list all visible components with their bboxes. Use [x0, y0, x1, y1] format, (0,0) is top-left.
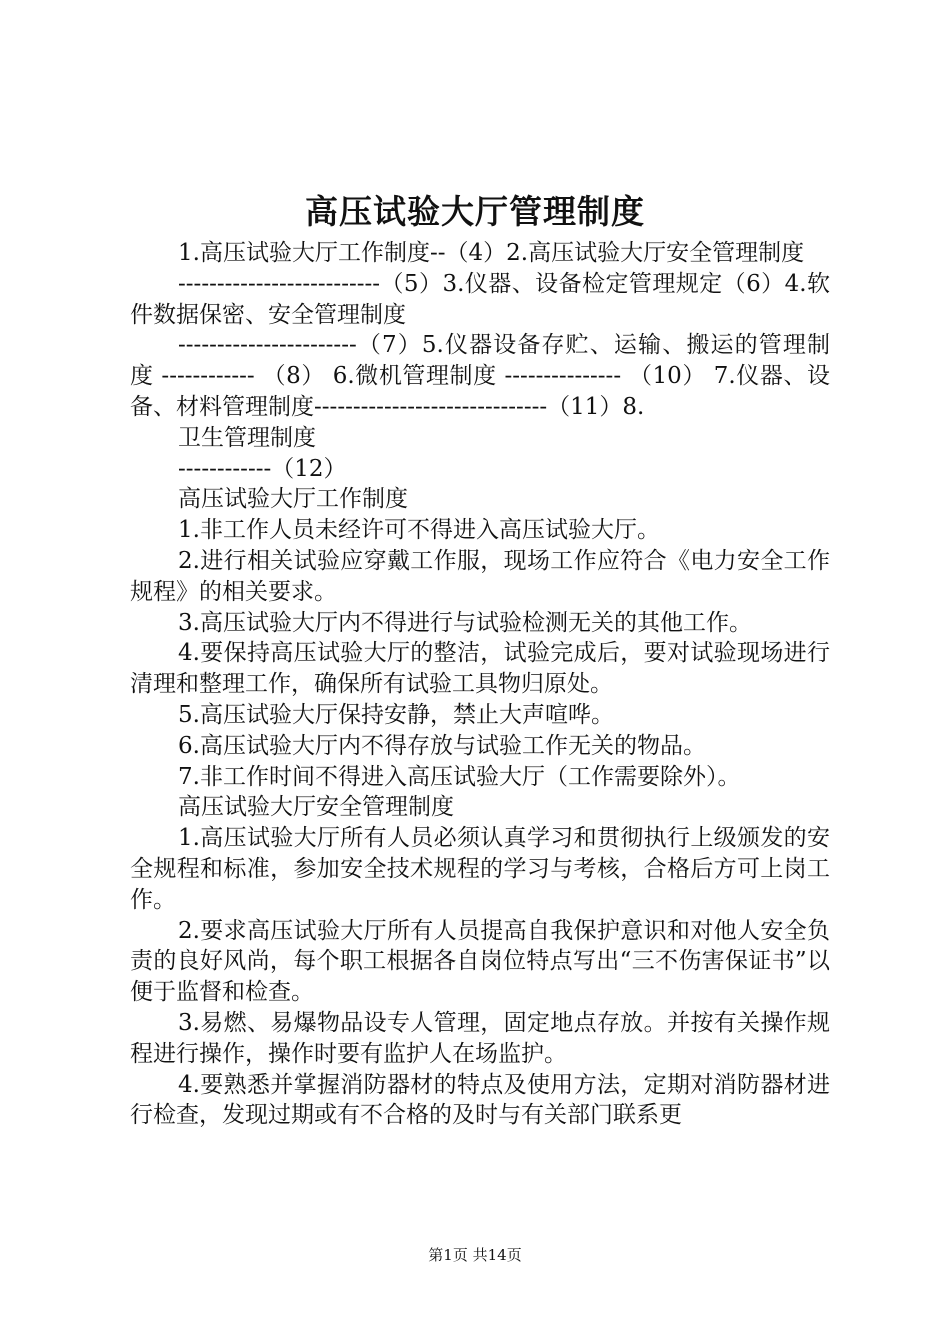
document-body — [130, 238, 830, 1131]
toc-line: ------------（12） — [178, 455, 347, 482]
rule-item: 7.非工作时间不得进入高压试验大厅（工作需要除外）。 — [178, 763, 741, 790]
page-number: 第1页 共14页 — [428, 1246, 522, 1264]
rule-item: 6.高压试验大厅内不得存放与试验工作无关的物品。 — [178, 732, 706, 759]
section-heading: 高压试验大厅工作制度 — [178, 486, 408, 513]
section-work-rules — [130, 484, 830, 792]
section-safety-rules — [130, 792, 830, 1131]
toc-line: 卫生管理制度 — [178, 424, 316, 451]
section-heading: 高压试验大厅安全管理制度 — [178, 794, 454, 821]
rule-item: 5.高压试验大厅保持安静，禁止大声喧哗。 — [178, 701, 614, 728]
toc-line: 1.高压试验大厅工作制度--（4）2.高压试验大厅安全管理制度 — [178, 240, 805, 266]
rule-item: 1.高压试验大厅所有人员必须认真学习和贯彻执行上级颁发的安全规程和标准，参加安全技术规程的学习与考核，合格后方可上岗工作。 — [130, 825, 830, 913]
table-of-contents — [130, 238, 830, 484]
toc-line: --------------------------（5）3.仪器、设备检定管理规定（6）4.软件数据保密、安全管理制度 — [130, 270, 830, 328]
toc-line: -----------------------（7）5.仪器设备存贮、运输、搬运的管理制度 ------------ （8） 6.微机管理制度 --------------- （10） 7.仪器、设备、材料管理制度------------------------------（11）8. — [130, 332, 830, 420]
rule-item: 3.易燃、易爆物品设专人管理，固定地点存放。并按有关操作规程进行操作，操作时要有监护人在场监护。 — [130, 1009, 830, 1067]
page-title: 高压试验大厅管理制度 — [305, 192, 645, 231]
rule-item: 4.要保持高压试验大厅的整洁，试验完成后，要对试验现场进行清理和整理工作，确保所有试验工具物归原处。 — [130, 640, 830, 698]
rule-item: 2.进行相关试验应穿戴工作服，现场工作应符合《电力安全工作规程》的相关要求。 — [130, 547, 830, 605]
rule-item: 2.要求高压试验大厅所有人员提高自我保护意识和对他人安全负责的良好风尚，每个职工根据各自岗位特点写出“三不伤害保证书”以便于监督和检查。 — [130, 917, 830, 1006]
rule-item: 1.非工作人员未经许可不得进入高压试验大厅。 — [178, 517, 660, 544]
rule-item: 4.要熟悉并掌握消防器材的特点及使用方法，定期对消防器材进行检查，发现过期或有不合格的及时与有关部门联系更 — [130, 1071, 830, 1129]
rule-item: 3.高压试验大厅内不得进行与试验检测无关的其他工作。 — [178, 609, 752, 636]
